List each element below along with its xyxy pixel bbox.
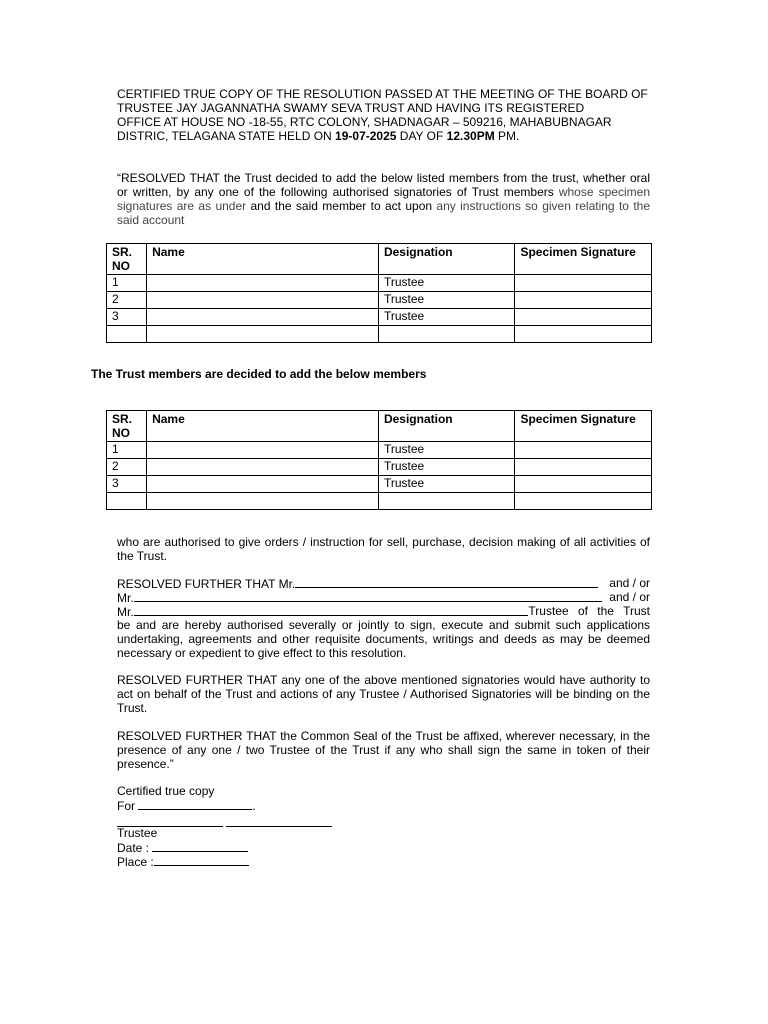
header-designation: Designation	[378, 244, 515, 275]
cell-name	[147, 292, 379, 309]
table-row-empty	[107, 326, 652, 343]
cell-designation	[378, 493, 515, 510]
rf1-body: be and are hereby authorised severally or jointly to sign, execute and submit such applications undertaking, agreements and other requisite documents, writings and deeds as may be deemed necessary or expedient to give effect to this resolution.	[117, 618, 650, 660]
date-blank-line	[152, 840, 248, 852]
certified-true-copy: Certified true copy	[117, 784, 215, 798]
cell-name	[147, 309, 379, 326]
cell-sr	[107, 326, 147, 343]
rf1-and-or-2: and / or	[609, 590, 650, 604]
cell-name	[147, 326, 379, 343]
cell-signature	[515, 459, 652, 476]
header-name: Name	[147, 411, 379, 442]
table-row-empty	[107, 493, 652, 510]
header-signature: Specimen Signature	[515, 244, 652, 275]
header-line-4-prefix: DISTRIC, TELAGANA STATE HELD ON	[117, 129, 336, 143]
rf1-start: RESOLVED FURTHER THAT Mr.	[117, 577, 296, 591]
cell-designation: Trustee	[378, 459, 515, 476]
meeting-date: 19-07-2025	[335, 129, 397, 143]
header-line-4-mid: DAY OF	[396, 129, 447, 143]
cell-sr: 3	[107, 476, 147, 493]
table-header-row	[107, 244, 652, 275]
header-line-4	[117, 129, 657, 143]
signatory-name-line-1	[295, 576, 598, 588]
for-line	[117, 798, 256, 813]
resolved-further-1-line-3	[117, 604, 650, 619]
signatory-name-line-3	[134, 604, 528, 616]
cell-designation: Trustee	[378, 292, 515, 309]
cell-sr: 2	[107, 459, 147, 476]
cell-sr: 1	[107, 275, 147, 292]
place-line	[117, 854, 249, 869]
resolved-further-1-line-2	[117, 590, 650, 605]
signature-line-2	[226, 826, 332, 827]
cell-signature	[515, 275, 652, 292]
table-row	[107, 309, 652, 326]
cell-designation: Trustee	[378, 275, 515, 292]
date-label: Date :	[117, 841, 150, 855]
place-blank-line	[154, 854, 249, 866]
cell-sr: 1	[107, 442, 147, 459]
cell-designation	[378, 326, 515, 343]
resolution-paragraph	[117, 171, 650, 227]
cell-signature	[515, 442, 652, 459]
signatory-name-line-2	[134, 590, 602, 602]
cell-name	[147, 493, 379, 510]
header-signature: Specimen Signature	[515, 411, 652, 442]
place-label: Place :	[117, 855, 154, 869]
rf1-and-or-1: and / or	[609, 576, 650, 590]
authorised-paragraph: who are authorised to give orders / instruction for sell, purchase, decision making of all activities of the Trust.	[117, 535, 650, 563]
header-line-2: TRUSTEE JAY JAGANNATHA SWAMY SEVA TRUST AND HAVING ITS REGISTERED	[117, 101, 585, 115]
members-table-1	[106, 243, 652, 343]
cell-signature	[515, 493, 652, 510]
rf1-mr-2: Mr.	[117, 591, 134, 605]
table-row	[107, 459, 652, 476]
add-members-heading: The Trust members are decided to add the below members	[91, 367, 427, 381]
document-header	[117, 87, 657, 143]
table-row	[107, 476, 652, 493]
cell-signature	[515, 309, 652, 326]
resolved-further-2: RESOLVED FURTHER THAT any one of the above mentioned signatories would have authority to act on behalf of the Trust and actions of any Trustee / Authorised Signatories will be binding on the Trust.	[117, 673, 650, 715]
cell-signature	[515, 292, 652, 309]
header-sr-no: SR. NO	[107, 244, 147, 275]
header-line-4-suffix: PM.	[494, 129, 520, 143]
cell-designation: Trustee	[378, 476, 515, 493]
trustee-label: Trustee	[117, 826, 158, 840]
members-table-2	[106, 410, 652, 510]
cell-name	[147, 275, 379, 292]
header-name: Name	[147, 244, 379, 275]
cell-sr: 3	[107, 309, 147, 326]
header-sr-no: SR. NO	[107, 411, 147, 442]
meeting-time: 12.30PM	[446, 129, 495, 143]
table-row	[107, 275, 652, 292]
for-label: For	[117, 799, 135, 813]
resolution-part-3: and the said member to act upon	[246, 199, 437, 213]
table-row	[107, 442, 652, 459]
date-line	[117, 840, 248, 855]
resolved-further-1-line-1	[117, 576, 650, 591]
resolution-part-1: “RESOLVED THAT the Trust decided to add the below listed members from the trust, whether oral or written, by any one of the following authorised signatories of Trust members	[117, 171, 650, 199]
cell-name	[147, 442, 379, 459]
table-row	[107, 292, 652, 309]
header-line-3: OFFICE AT HOUSE NO -18-55, RTC COLONY, SHADNAGAR – 509216, MAHABUBNAGAR	[117, 115, 612, 129]
resolution-part-2: whose specimen signatures are as under	[117, 185, 650, 213]
table-header-row	[107, 411, 652, 442]
cell-name	[147, 476, 379, 493]
rf1-trustee-of: Trustee of the Trust	[528, 604, 650, 618]
for-dot: .	[252, 799, 256, 813]
cell-name	[147, 459, 379, 476]
cell-designation: Trustee	[378, 442, 515, 459]
for-blank-line	[138, 798, 252, 810]
resolved-further-3: RESOLVED FURTHER THAT the Common Seal of the Trust be affixed, wherever necessary, in the presence of any one / two Trustee of the Trust if any who shall sign the same in token of their presence.”	[117, 729, 650, 771]
cell-sr	[107, 493, 147, 510]
resolution-part-4: any instructions so given relating to the said account	[117, 199, 650, 227]
cell-sr: 2	[107, 292, 147, 309]
rf1-mr-3: Mr.	[117, 605, 134, 619]
cell-designation: Trustee	[378, 309, 515, 326]
header-line-1: CERTIFIED TRUE COPY OF THE RESOLUTION PASSED AT THE MEETING OF THE BOARD OF	[117, 87, 648, 101]
cell-signature	[515, 326, 652, 343]
cell-signature	[515, 476, 652, 493]
header-designation: Designation	[378, 411, 515, 442]
